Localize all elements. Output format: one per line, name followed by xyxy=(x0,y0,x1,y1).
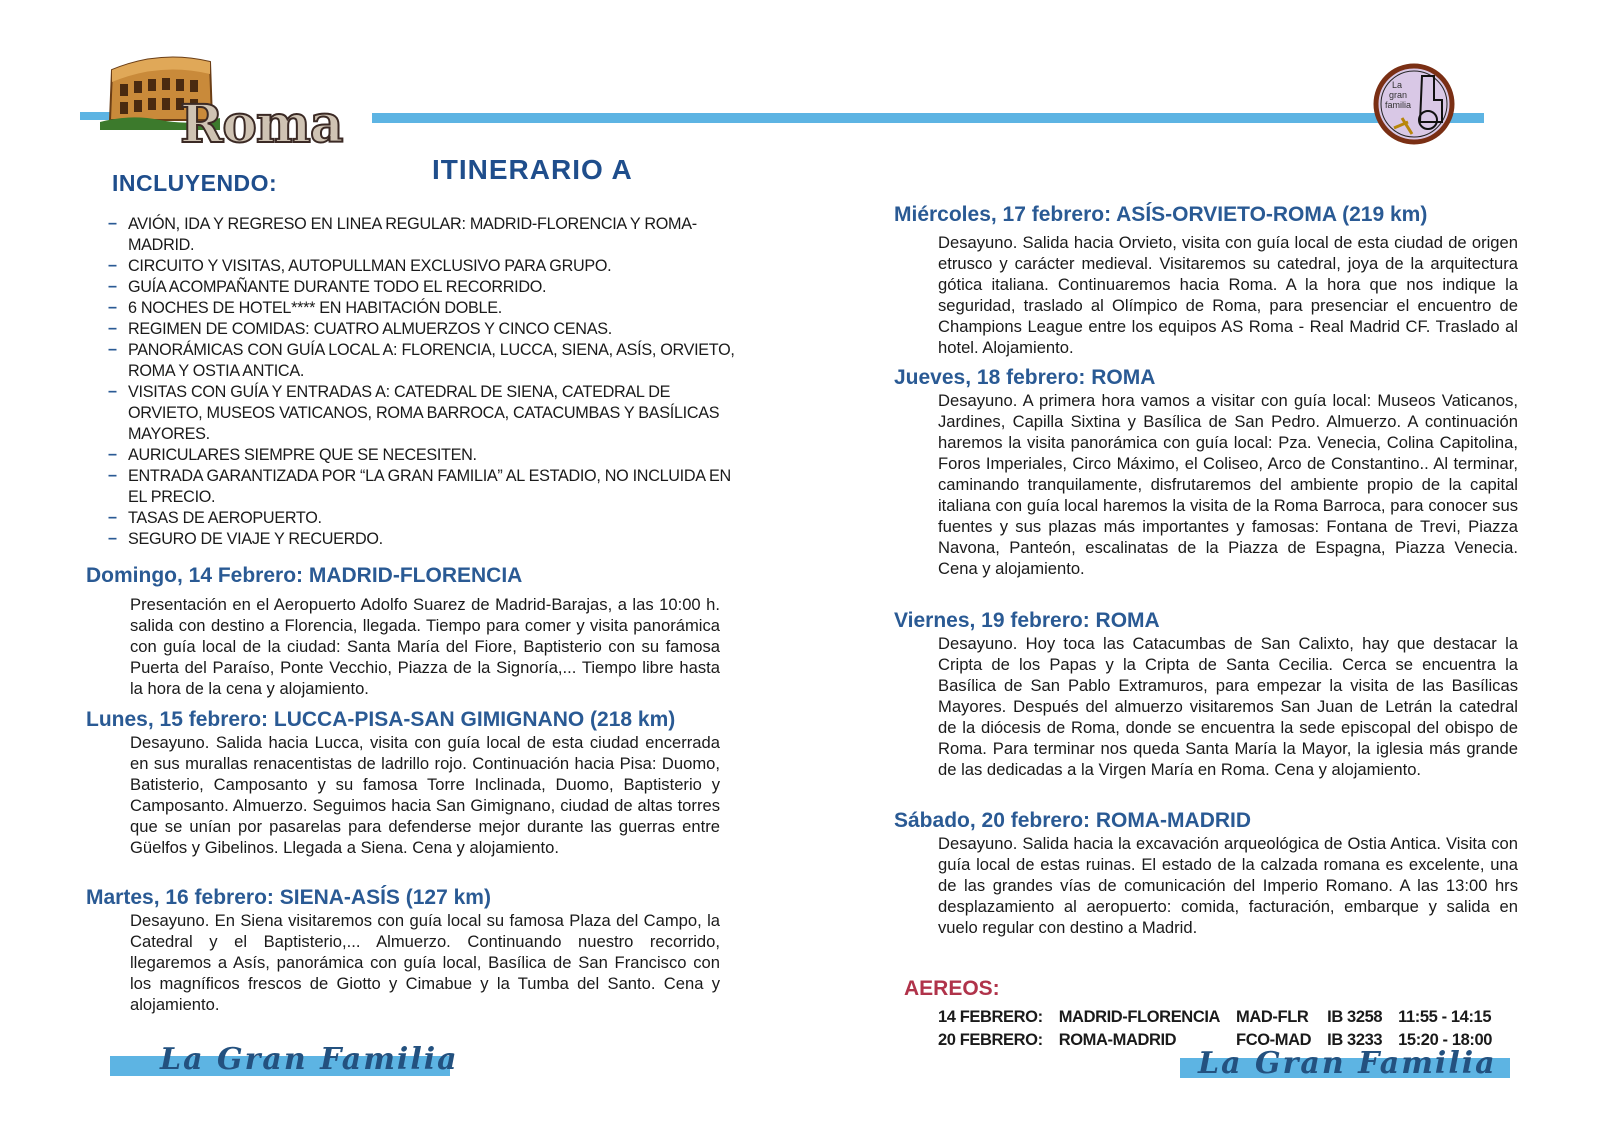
list-item: – ENTRADA GARANTIZADA POR “LA GRAN FAMILIA” AL ESTADIO, NO INCLUIDA EN EL PRECIO. xyxy=(108,466,748,508)
day-title-sunday: Domingo, 14 Febrero: MADRID-FLORENCIA xyxy=(86,564,523,587)
day-text-thursday: Desayuno. A primera hora vamos a visitar con guía local: Museos Vaticanos, Jardines, Capilla Sixtina y Basílica de San Pedro. Almuerzo. A continuación haremos la visita panorámica con guía local: Pza. Venecia, Colina Capitolina, Foros Imperiales, Circo Máximo, el Coliseo, Arco de Constantino.. Al terminar, caminando tranquilamente, disfrutaremos del ambiente propio de la capital italiana con guía local haremos la visita de la Roma Barroca, para conocer sus fuentes y sus plazas más importantes y famosas: Fontana de Trevi, Piazza Navona, Panteón, escalinatas de la Piazza de Espagna, Piazza Venecia. Cena y alojamiento. xyxy=(938,391,1518,578)
day-text-saturday: Desayuno. Salida hacia la excavación arqueológica de Ostia Antica. Visita con guía local de estas ruinas. El estado de la calzada romana es excelente, una de las grandes vías de comunicación del Imperio Romano. A las 13:00 hrs desplazamiento al aeropuerto: comida, facturación, embarque y salida en vuelo regular con destino a Madrid. xyxy=(938,834,1518,937)
svg-text:La: La xyxy=(1392,80,1403,90)
list-item: – REGIMEN DE COMIDAS: CUATRO ALMUERZOS Y CINCO CENAS. xyxy=(108,319,748,340)
day-title-wednesday: Miércoles, 17 febrero: ASÍS-ORVIETO-ROMA (219 km) xyxy=(894,203,1428,226)
includes-heading: INCLUYENDO: xyxy=(112,170,278,196)
logo-title: Roma xyxy=(180,94,343,155)
list-item: – GUÍA ACOMPAÑANTE DURANTE TODO EL RECORRIDO. xyxy=(108,277,748,298)
includes-list xyxy=(108,214,748,550)
list-item: – CIRCUITO Y VISITAS, AUTOPULLMAN EXCLUSIVO PARA GRUPO. xyxy=(108,256,748,277)
day-title-tuesday: Martes, 16 febrero: SIENA-ASÍS (127 km) xyxy=(86,886,491,909)
flights-heading: AEREOS: xyxy=(904,977,1000,1000)
flight-route: ROMA-MADRID xyxy=(1058,1031,1177,1049)
day-title-friday: Viernes, 19 febrero: ROMA xyxy=(894,609,1160,632)
top-bar-left-accent xyxy=(80,112,94,120)
itinerary-heading: ITINERARIO A xyxy=(432,154,633,185)
top-bar xyxy=(372,113,1484,123)
flight-date: 14 FEBRERO: xyxy=(938,1008,1043,1026)
flight-number: IB 3258 xyxy=(1327,1008,1383,1026)
svg-text:familia: familia xyxy=(1385,100,1412,110)
day-text-wednesday: Desayuno. Salida hacia Orvieto, visita con guía local de esta ciudad de origen etrusco y carácter medieval. Visitaremos su catedral, joya de la arquitectura gótica italiana. Continuaremos hacia Roma. A la hora que nos indique la seguridad, traslado al Olímpico de Roma, para presenciar el encuentro de Champions League entre los equipos AS Roma - Real Madrid CF. Traslado al hotel. Alojamiento. xyxy=(938,233,1518,357)
day-title-saturday: Sábado, 20 febrero: ROMA-MADRID xyxy=(894,809,1252,832)
day-title-thursday: Jueves, 18 febrero: ROMA xyxy=(894,366,1156,389)
flight-code: MAD-FLR xyxy=(1236,1008,1309,1026)
list-item: – VISITAS CON GUÍA Y ENTRADAS A: CATEDRAL DE SIENA, CATEDRAL DE ORVIETO, MUSEOS VATICANOS, ROMA BARROCA, CATACUMBAS Y BASÍLICAS MAYORES. xyxy=(108,382,748,445)
flight-code: FCO-MAD xyxy=(1236,1031,1312,1049)
list-item: – PANORÁMICAS CON GUÍA LOCAL A: FLORENCIA, LUCCA, SIENA, ASÍS, ORVIETO, ROMA Y OSTIA ANTICA. xyxy=(108,340,748,382)
flight-number: IB 3233 xyxy=(1327,1031,1383,1049)
flight-date: 20 FEBRERO: xyxy=(938,1031,1043,1049)
list-item: – AURICULARES SIEMPRE QUE SE NECESITEN. xyxy=(108,445,748,466)
day-title-monday: Lunes, 15 febrero: LUCCA-PISA-SAN GIMIGNANO (218 km) xyxy=(86,708,676,731)
la-gran-familia-badge-icon xyxy=(1372,48,1456,160)
flight-route: MADRID-FLORENCIA xyxy=(1058,1008,1221,1026)
list-item: – SEGURO DE VIAJE Y RECUERDO. xyxy=(108,529,748,550)
list-item: – TASAS DE AEROPUERTO. xyxy=(108,508,748,529)
list-item: – AVIÓN, IDA Y REGRESO EN LINEA REGULAR: MADRID-FLORENCIA Y ROMA-MADRID. xyxy=(108,214,748,256)
flight-time: 15:20 - 18:00 xyxy=(1398,1031,1493,1049)
svg-text:gran: gran xyxy=(1389,90,1408,100)
day-text-tuesday: Desayuno. En Siena visitaremos con guía local su famosa Plaza del Campo, la Catedral y el Baptisterio,... Almuerzo. Continuando nuestro recorrido, llegaremos a Asís, panorámica con guía local, Basílica de San Francisco con los magníficos frescos de Giotto y Cimabue y la Tumba del Santo. Cena y alojamiento. xyxy=(130,911,720,1014)
footer-signature-left: La Gran Familia xyxy=(160,1042,459,1077)
table-row xyxy=(938,1008,1508,1031)
flight-time: 11:55 - 14:15 xyxy=(1398,1008,1492,1026)
footer-signature-right: La Gran Familia xyxy=(1198,1046,1497,1081)
day-text-friday: Desayuno. Hoy toca las Catacumbas de San Calixto, hay que destacar la Cripta de los Papas y la Cripta de Santa Cecilia. Cerca se encuentra la Basílica de San Pablo Extramuros, para empezar la visita de las Basílicas Mayores. Después del almuerzo visitaremos San Juan de Letrán la catedral de la diócesis de Roma, donde se encuentra la sede episcopal del obispo de Roma. Para terminar nos queda Santa María la Mayor, la iglesia más grande de las dedicadas a la Virgen María en Roma. Cena y alojamiento. xyxy=(938,634,1518,779)
list-item: – 6 NOCHES DE HOTEL**** EN HABITACIÓN DOBLE. xyxy=(108,298,748,319)
day-text-monday: Desayuno. Salida hacia Lucca, visita con guía local de esta ciudad encerrada en sus murallas renacentistas de ladrillo rojo. Continuación hacia Pisa: Duomo, Batisterio, Camposanto y su famosa Torre Inclinada, Duomo, Baptisterio y Camposanto. Almuerzo. Seguimos hacia San Gimignano, ciudad de altas torres que se unían por pasarelas para defenderse mejor durante las guerras entre Güelfos y Gibelinos. Llegada a Siena. Cena y alojamiento. xyxy=(130,733,720,857)
day-text-sunday: Presentación en el Aeropuerto Adolfo Suarez de Madrid-Barajas, a las 10:00 h. salida con destino a Florencia, llegada. Tiempo para comer y visita panorámica con guía local de la ciudad: Santa María del Fiore, Baptisterio con su famosa Puerta del Paraíso, Ponte Vecchio, Piazza de la Signoría,... Tiempo libre hasta la hora de la cena y alojamiento. xyxy=(130,595,720,698)
